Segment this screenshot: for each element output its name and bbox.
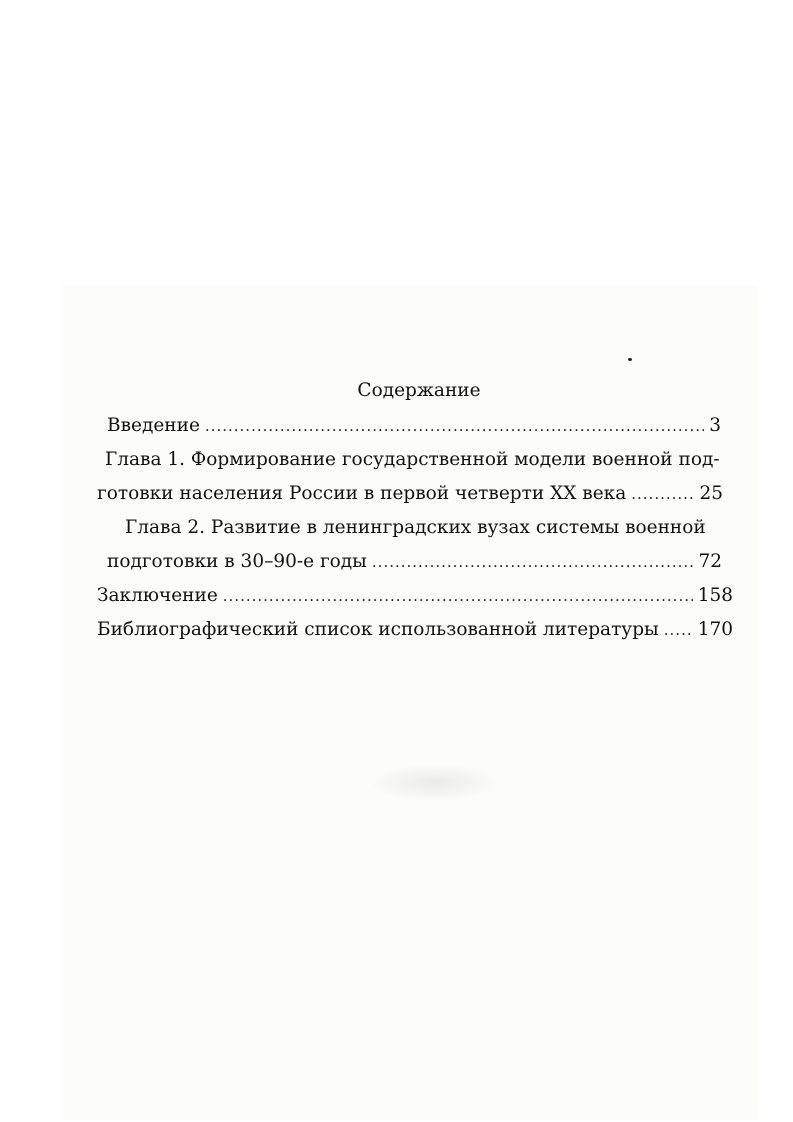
toc-entry-page: 3 xyxy=(709,415,721,436)
dot-leader xyxy=(205,409,704,443)
toc-entry-chapter2-line1[interactable] xyxy=(97,511,733,545)
scan-smudge xyxy=(372,765,497,800)
toc-entry-label: Заключение xyxy=(97,585,218,606)
toc-entry-label: Глава 1. Формирование государственной модели военной под- xyxy=(105,449,720,470)
dot-leader xyxy=(664,613,693,647)
toc-entry-page: 170 xyxy=(697,619,733,640)
toc-entry-label: подготовки в 30–90-е годы xyxy=(107,551,367,572)
toc-entry-chapter2-line2[interactable] xyxy=(97,545,733,579)
dot-leader xyxy=(223,579,693,613)
toc-entry-page: 25 xyxy=(699,483,723,504)
dot-leader xyxy=(631,477,694,511)
toc-title: Содержание xyxy=(357,380,481,401)
toc-entry-page: 158 xyxy=(697,585,733,606)
toc-entry-chapter1-line1[interactable] xyxy=(97,443,733,477)
scan-speck xyxy=(628,358,632,361)
toc-entry-label: Библиографический список использованной литературы xyxy=(97,619,659,640)
toc-entry-conclusion[interactable] xyxy=(97,579,733,613)
toc-entry-chapter1-line2[interactable] xyxy=(97,477,733,511)
dot-leader xyxy=(372,545,694,579)
toc-entry-bibliography[interactable] xyxy=(97,613,733,647)
toc-entry-introduction[interactable] xyxy=(97,409,733,443)
toc-entry-label: Введение xyxy=(107,415,200,436)
table-of-contents xyxy=(97,378,733,647)
toc-entry-label: Глава 2. Развитие в ленинградских вузах системы военной xyxy=(125,517,706,538)
toc-entry-page: 72 xyxy=(698,551,722,572)
toc-entry-label: готовки населения России в первой четверти XX века xyxy=(97,483,627,504)
